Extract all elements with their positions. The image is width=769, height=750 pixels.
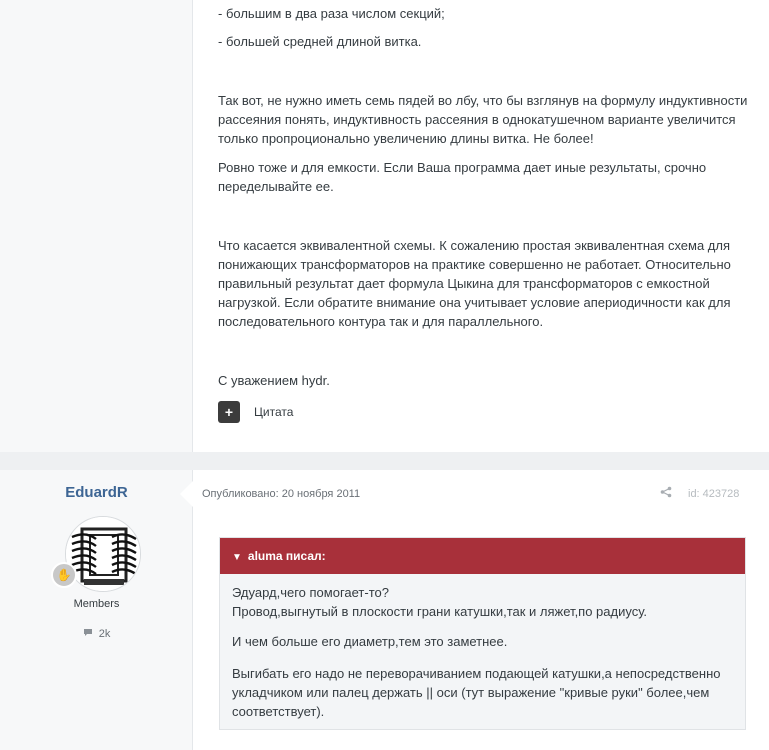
- reputation: [0, 628, 193, 640]
- avatar-coil-image: [66, 517, 141, 592]
- author-column: [0, 470, 193, 750]
- quote-plus-button[interactable]: +: [218, 401, 240, 423]
- rank-badge-icon: ✋: [51, 562, 77, 588]
- post-signature: С уважением hydr.: [218, 373, 330, 388]
- speech-bubble-icon: [83, 628, 96, 640]
- author-column: [0, 0, 193, 452]
- quote-paragraph: И чем больше его диаметр,тем это заметнее.: [232, 634, 508, 649]
- quote-paragraph: Выгибать его надо не переворачиванием подающей катушки,а непосредственно укладчиком или палец держать || оси (тут выражение "кривые руки" более,чем соответствует).: [232, 666, 721, 719]
- reputation-count: 2k: [98, 628, 111, 640]
- quote-header[interactable]: [220, 538, 745, 574]
- avatar[interactable]: [65, 516, 141, 592]
- quote-author: aluma писал:: [247, 549, 326, 563]
- member-group: Members: [73, 598, 120, 610]
- quote-block: [219, 537, 746, 730]
- post-line: - большей средней длиной витка.: [218, 34, 422, 49]
- author-username[interactable]: EduardR: [65, 484, 128, 501]
- share-icon[interactable]: [660, 486, 672, 501]
- post-paragraph: Что касается эквивалентной схемы. К сожалению простая эквивалентная схема для понижающих трансформаторов на практике совершенно не работает. Относительно правильный результат дает формула Цыкина для трансформаторов с емкостной нагрузкой. Если обратите внимание она учитывает условие апериодичности как для последовательного контура так и для параллельного.: [218, 238, 731, 329]
- post-paragraph: Так вот, не нужно иметь семь пядей во лбу, что бы взглянув на формулу индуктивности рассеяния понять, индуктивность рассеяния в однокатушечном варианте увеличится только пропроционально увеличению длины витка. Не более!: [218, 93, 748, 146]
- quote-paragraph: Эдуард,чего помогает-то? Провод,выгнутый в плоскости грани катушки,так и ляжет,по радиусу.: [232, 585, 648, 619]
- post-line: - большим в два раза числом секций;: [218, 6, 445, 21]
- post-id: id: 423728: [688, 488, 740, 500]
- quote-link[interactable]: Цитата: [254, 405, 294, 419]
- chevron-down-icon[interactable]: ▼: [232, 552, 242, 563]
- post-body: [194, 0, 769, 452]
- post-date[interactable]: Опубликовано: 20 ноября 2011: [202, 488, 361, 500]
- post-paragraph: Ровно тоже и для емкости. Если Ваша программа дает иные результаты, срочно переделывайте ее.: [218, 160, 707, 194]
